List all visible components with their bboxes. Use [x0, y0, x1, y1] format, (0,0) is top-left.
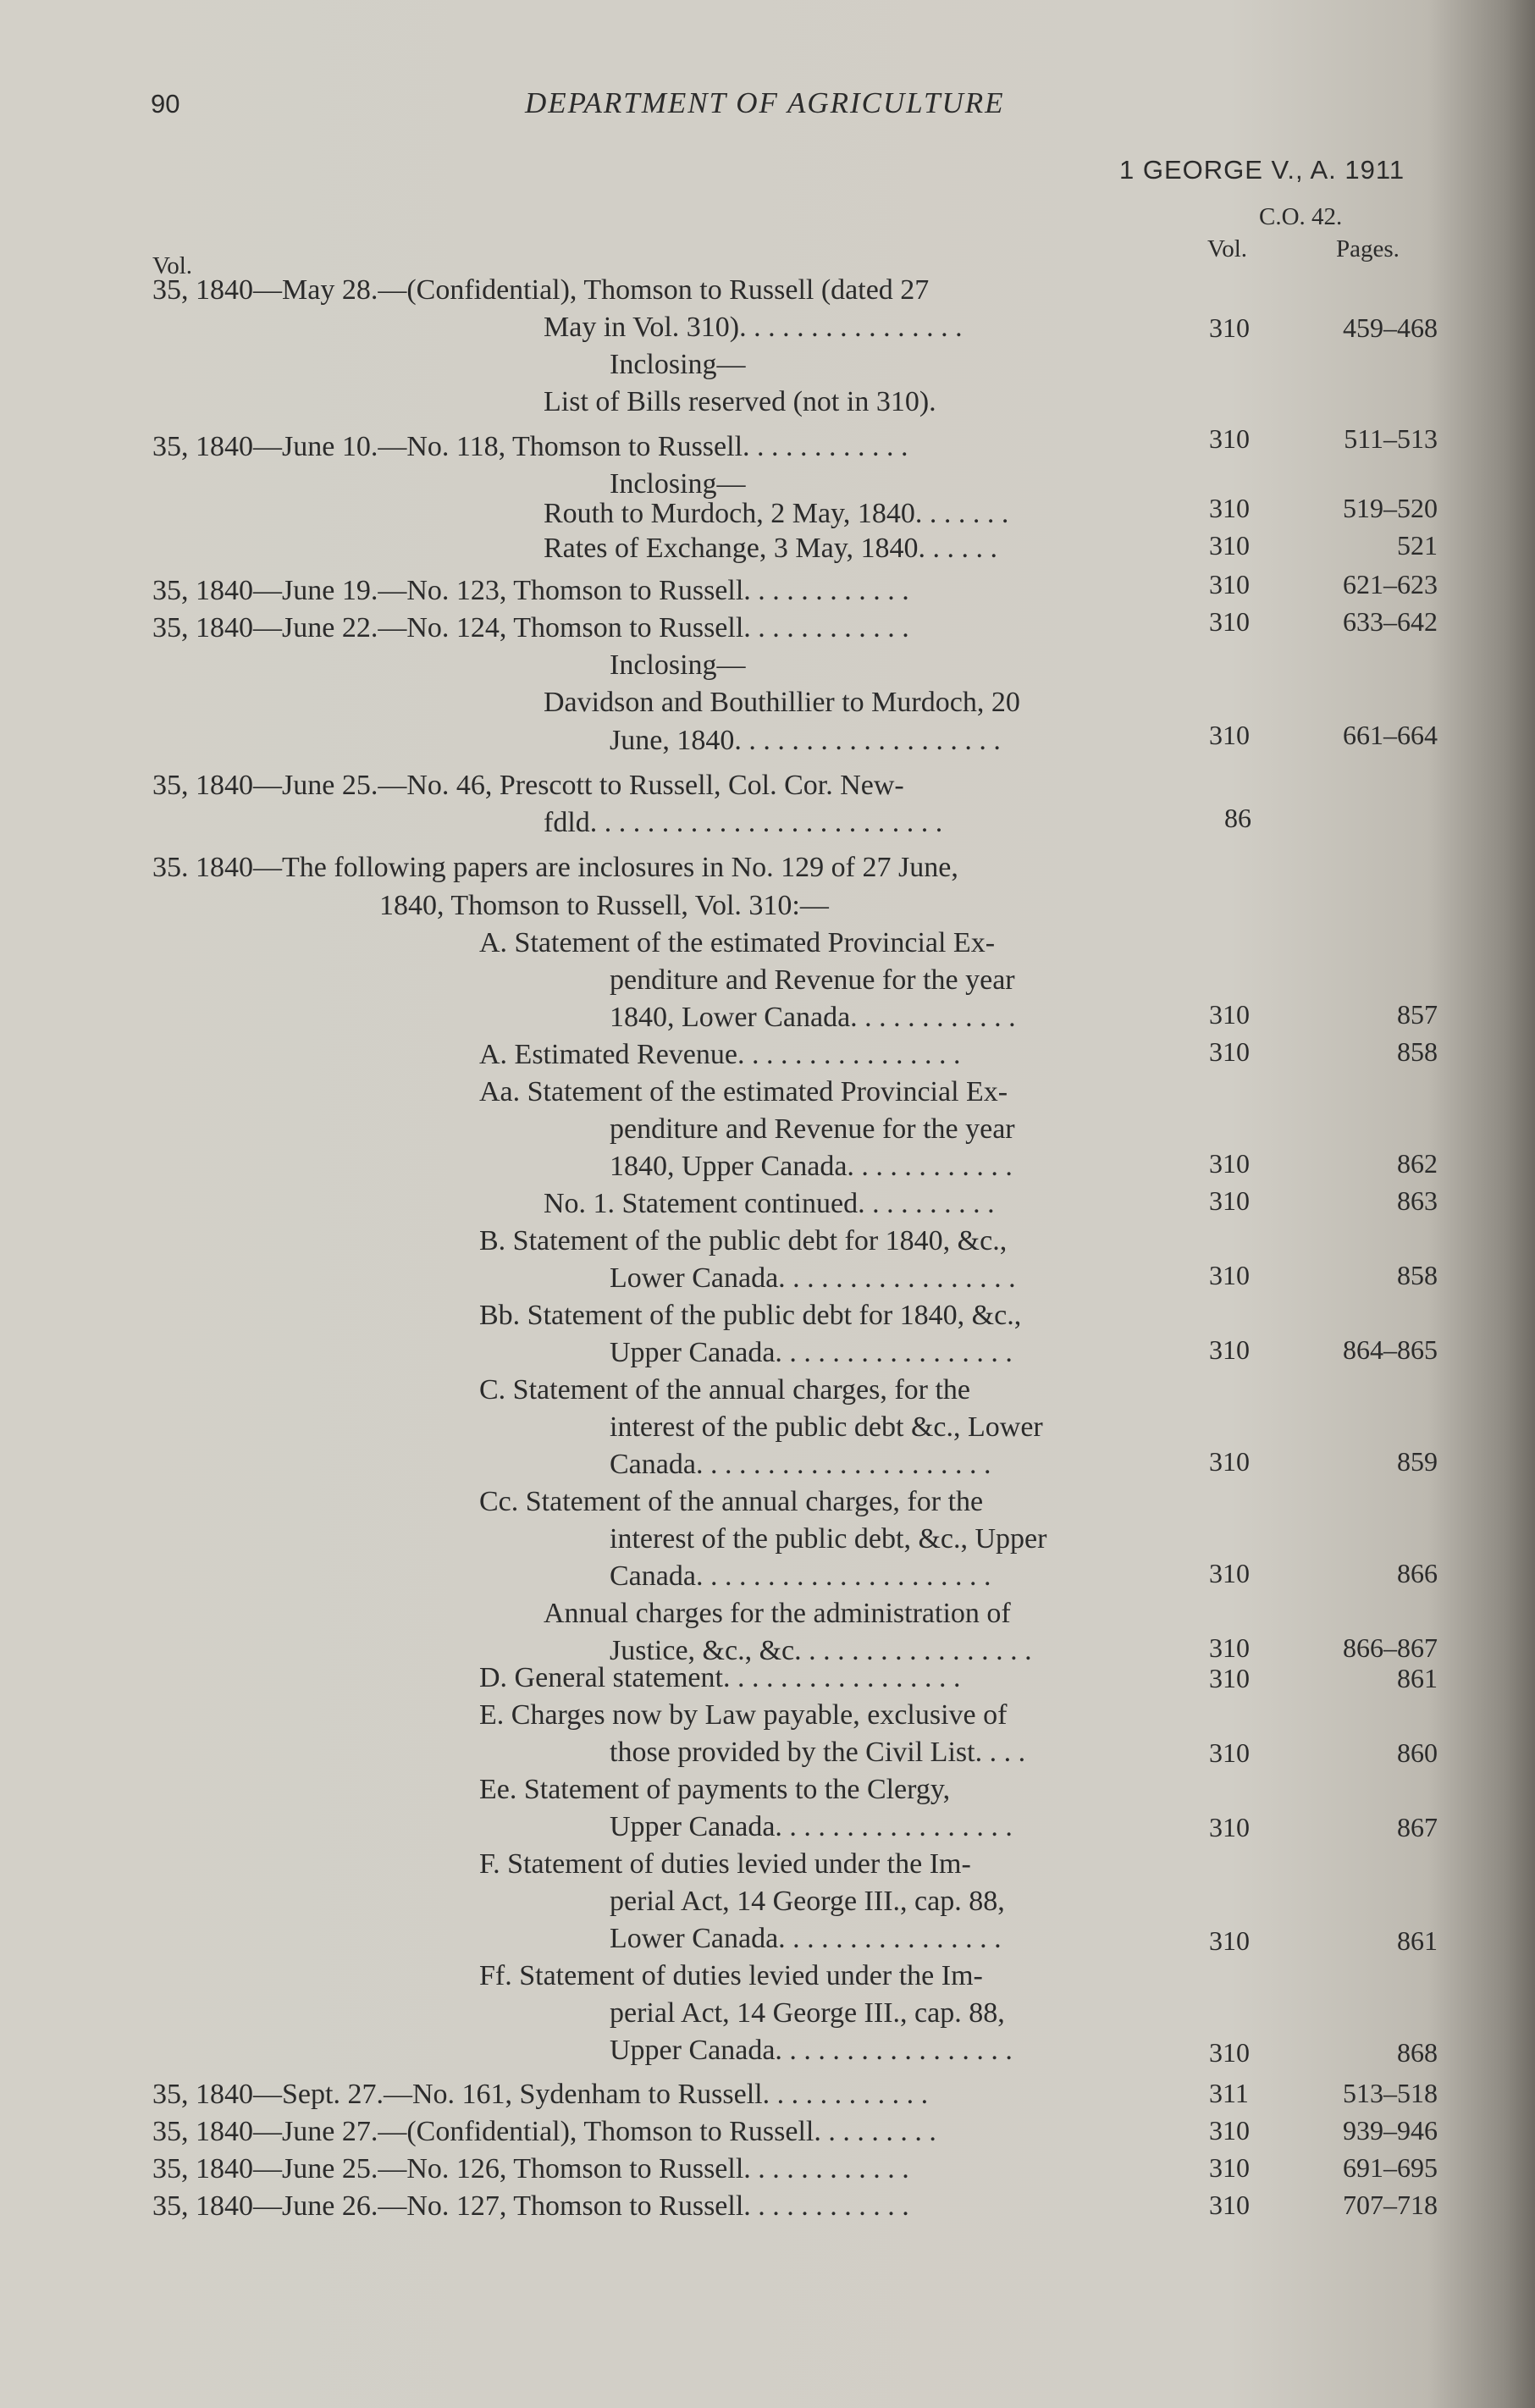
vol-cell: 310 [1209, 1148, 1250, 1179]
entry-line: Inclosing— [610, 349, 746, 380]
entry-line: No. 1. Statement continued. . . . . . . . . . [544, 1188, 995, 1219]
entry-line: 35, 1840—Sept. 27.—No. 161, Sydenham to Russell. . . . . . . . . . . . [152, 2079, 929, 2110]
entry-line: List of Bills reserved (not in 310). [544, 386, 936, 417]
entry-line: Routh to Murdoch, 2 May, 1840. . . . . . . [544, 498, 1009, 529]
vol-cell: 310 [1209, 1558, 1250, 1588]
entry-line: 35, 1840—June 25.—No. 126, Thomson to Russell. . . . . . . . . . . . [152, 2153, 909, 2184]
entry-line: 35, 1840—May 28.—(Confidential), Thomson to Russell (dated 27 [152, 274, 930, 306]
entry-line: perial Act, 14 George III., cap. 88, [610, 1997, 1005, 2029]
entry-line: interest of the public debt, &c., Upper [610, 1523, 1047, 1555]
pages-cell: 519–520 [1343, 493, 1438, 523]
left-vol-label: Vol. [152, 252, 193, 279]
pages-cell: 864–865 [1343, 1334, 1438, 1365]
entry-line: Ee. Statement of payments to the Clergy, [479, 1774, 951, 1805]
entry-line: June, 1840. . . . . . . . . . . . . . . . . . . [610, 725, 1001, 756]
vol-cell: 310 [1209, 1632, 1250, 1663]
entry-line: Lower Canada. . . . . . . . . . . . . . . . . [610, 1262, 1016, 1294]
page-number: 90 [151, 89, 180, 119]
entry-line: 1840, Upper Canada. . . . . . . . . . . . [610, 1151, 1013, 1182]
pages-cell: 863 [1397, 1185, 1438, 1216]
vol-cell: 310 [1209, 999, 1250, 1030]
vol-cell: 310 [1209, 720, 1250, 750]
pages-cell: 857 [1397, 999, 1438, 1030]
entry-line: Upper Canada. . . . . . . . . . . . . . . . . [610, 2035, 1013, 2066]
pages-cell: 861 [1397, 1925, 1438, 1956]
vol-column-label: Vol. [1207, 235, 1248, 262]
entry-line: Lower Canada. . . . . . . . . . . . . . . . [610, 1923, 1002, 1954]
pages-cell: 866–867 [1343, 1632, 1438, 1663]
entry-line: Cc. Statement of the annual charges, for the [479, 1486, 984, 1517]
pages-cell: 939–946 [1343, 2115, 1438, 2146]
entry-line: interest of the public debt &c., Lower [610, 1411, 1043, 1443]
page-title: DEPARTMENT OF AGRICULTURE [525, 86, 1005, 119]
pages-cell: 862 [1397, 1148, 1438, 1179]
entry-line: penditure and Revenue for the year [610, 1113, 1015, 1145]
pages-cell: 868 [1397, 2037, 1438, 2068]
vol-cell: 310 [1209, 2152, 1250, 2183]
entry-line: A. Statement of the estimated Provincial Ex- [479, 927, 996, 958]
entry-line: 1840, Thomson to Russell, Vol. 310:— [379, 890, 829, 921]
entry-line: fdld. . . . . . . . . . . . . . . . . . . . . . . . . [544, 807, 943, 838]
pages-cell: 459–468 [1343, 312, 1438, 343]
entry-line: Annual charges for the administration of [544, 1598, 1011, 1629]
entry-line: 35, 1840—June 22.—No. 124, Thomson to Russell. . . . . . . . . . . . [152, 612, 909, 643]
entry-line: Ff. Statement of duties levied under the Im- [479, 1960, 983, 1991]
entry-line: 35. 1840—The following papers are inclosures in No. 129 of 27 June, [152, 852, 958, 883]
pages-cell: 707–718 [1343, 2190, 1438, 2220]
pages-cell: 661–664 [1343, 720, 1438, 750]
entry-line: F. Statement of duties levied under the Im- [479, 1848, 971, 1880]
vol-cell: 310 [1209, 1812, 1250, 1842]
entry-line: Canada. . . . . . . . . . . . . . . . . . . . . [610, 1449, 991, 1480]
entry-line: C. Statement of the annual charges, for the [479, 1374, 971, 1406]
entry-line: Rates of Exchange, 3 May, 1840. . . . . . [544, 533, 998, 564]
entry-line: Canada. . . . . . . . . . . . . . . . . . . . . [610, 1560, 991, 1592]
vol-cell: 311 [1209, 2078, 1249, 2108]
vol-cell: 310 [1209, 1260, 1250, 1290]
entry-line: perial Act, 14 George III., cap. 88, [610, 1886, 1005, 1917]
vol-cell: 310 [1209, 1663, 1250, 1693]
entry-line: A. Estimated Revenue. . . . . . . . . . . . . . . . [479, 1039, 961, 1070]
entry-line: May in Vol. 310). . . . . . . . . . . . . . . . [544, 312, 963, 343]
pages-cell: 521 [1397, 530, 1438, 561]
vol-cell: 310 [1209, 606, 1250, 637]
pages-cell: 621–623 [1343, 569, 1438, 599]
vol-cell: 310 [1209, 493, 1250, 523]
vol-cell: 310 [1209, 1334, 1250, 1365]
entry-line: Aa. Statement of the estimated Provincial Ex- [479, 1076, 1008, 1107]
running-head: 1 GEORGE V., A. 1911 [1119, 155, 1405, 185]
entry-line: E. Charges now by Law payable, exclusive of [479, 1699, 1008, 1731]
pages-cell: 633–642 [1343, 606, 1438, 637]
entry-line: 35, 1840—June 26.—No. 127, Thomson to Russell. . . . . . . . . . . . [152, 2190, 909, 2222]
pages-cell: 861 [1397, 1663, 1438, 1693]
entry-line: penditure and Revenue for the year [610, 964, 1015, 996]
entry-line: Davidson and Bouthillier to Murdoch, 20 [544, 687, 1020, 718]
vol-cell: 310 [1209, 2037, 1250, 2068]
co-column-label: C.O. 42. [1259, 203, 1343, 230]
pages-cell: 691–695 [1343, 2152, 1438, 2183]
vol-cell: 310 [1209, 1185, 1250, 1216]
entry-line: Upper Canada. . . . . . . . . . . . . . . . . [610, 1337, 1013, 1368]
entry-line: 35, 1840—June 25.—No. 46, Prescott to Russell, Col. Cor. New- [152, 770, 904, 801]
pages-cell: 858 [1397, 1036, 1438, 1067]
entry-line: 1840, Lower Canada. . . . . . . . . . . . [610, 1002, 1016, 1033]
entry-line: Upper Canada. . . . . . . . . . . . . . . . . [610, 1811, 1013, 1842]
entry-line: 35, 1840—June 27.—(Confidential), Thomson to Russell. . . . . . . . . [152, 2116, 936, 2147]
vol-cell: 86 [1224, 803, 1251, 833]
entry-line: Justice, &c., &c. . . . . . . . . . . . . . . . . [610, 1635, 1032, 1666]
vol-cell: 310 [1209, 2115, 1250, 2146]
pages-cell: 859 [1397, 1446, 1438, 1477]
entry-line: Inclosing— [610, 468, 746, 500]
pages-cell: 513–518 [1343, 2078, 1438, 2108]
pages-cell: 866 [1397, 1558, 1438, 1588]
pages-cell: 511–513 [1344, 423, 1438, 454]
vol-cell: 310 [1209, 1036, 1250, 1067]
vol-cell: 310 [1209, 1925, 1250, 1956]
vol-cell: 310 [1209, 1737, 1250, 1768]
entry-line: Inclosing— [610, 649, 746, 681]
entry-line: 35, 1840—June 19.—No. 123, Thomson to Russell. . . . . . . . . . . . [152, 575, 909, 606]
vol-cell: 310 [1209, 423, 1250, 454]
pages-cell: 860 [1397, 1737, 1438, 1768]
entry-line: those provided by the Civil List. . . . [610, 1737, 1026, 1768]
entry-line: B. Statement of the public debt for 1840, &c., [479, 1225, 1008, 1256]
vol-cell: 310 [1209, 1446, 1250, 1477]
vol-cell: 310 [1209, 530, 1250, 561]
pages-cell: 867 [1397, 1812, 1438, 1842]
entry-line: 35, 1840—June 10.—No. 118, Thomson to Russell. . . . . . . . . . . . [152, 431, 908, 462]
vol-cell: 310 [1209, 312, 1250, 343]
pages-column-label: Pages. [1336, 235, 1400, 262]
entry-line: Bb. Statement of the public debt for 1840, &c., [479, 1300, 1022, 1331]
vol-cell: 310 [1209, 569, 1250, 599]
pages-cell: 858 [1397, 1260, 1438, 1290]
vol-cell: 310 [1209, 2190, 1250, 2220]
entry-line: D. General statement. . . . . . . . . . . . . . . . . [479, 1662, 961, 1693]
